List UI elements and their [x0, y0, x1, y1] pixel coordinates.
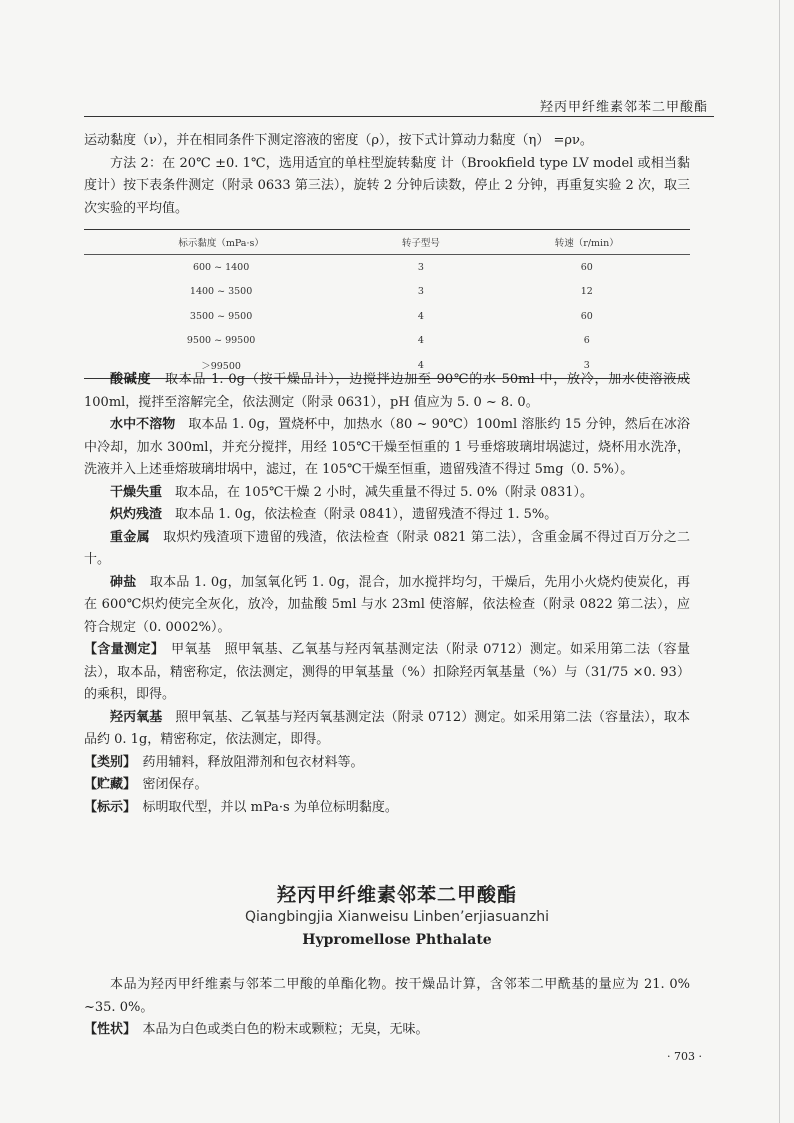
- table-cell: 3: [417, 286, 424, 298]
- table-cell: 4: [417, 310, 424, 322]
- monograph-title-chinese: 羟丙甲纤维素邻苯二甲酸酯: [276, 884, 517, 906]
- section-text: 取本品 1. 0g（按干燥品计），边搅拌边加至 90℃的水 50ml 中，放冷，加水使溶液成 100ml，搅拌至溶解完全，依法测定（附录 0631），pH 值应为 5. 0 ~ 8. 0。: [84, 372, 690, 410]
- table-cell: 60: [580, 310, 593, 322]
- running-header: 羟丙甲纤维素邻苯二甲酸酯: [539, 100, 708, 115]
- section-keyword: 水中不溶物: [110, 417, 176, 432]
- section-heavy-metals: [84, 527, 690, 572]
- section-keyword: 砷盐: [110, 574, 137, 590]
- section-text: 取本品，在 105℃干燥 2 小时，减失重量不得过 5. 0%（附录 0831）。: [162, 484, 594, 500]
- section-text: 取本品 1. 0g，置烧杯中，加热水（80 ~ 90℃）100ml 溶胀约 15 分钟，然后在冰浴中冷却，加水 300ml，并充分搅拌，用经 105℃干燥至恒重的 1 号垂熔玻璃坩埚滤过，烧杯用水洗净，洗液并入上述垂熔玻璃坩埚中，滤过，在 105℃干燥至恒重，遗留残渣不得过 5mg（0. 5%）。: [84, 417, 690, 477]
- section-text: 照甲氧基、乙氧基与羟丙氧基测定法（附录 0712）测定。如采用第二法（容量法），取本品约 0. 1g，精密称定，依法测定，即得。: [84, 709, 690, 747]
- table-cell: 4: [417, 335, 424, 347]
- section-text: 取本品 1. 0g，加氢氧化钙 1. 0g，混合，加水搅拌均匀，干燥后，先用小火烧灼使炭化，再在 600℃炽灼使完全灰化，放冷，加盐酸 5ml 与水 23ml 使溶解，依法检查（附录 0822 第二法），应符合规定（0. 0002%）。: [84, 574, 690, 635]
- table-header-cell: 转子型号: [358, 230, 483, 255]
- table-header-cell: 转速（r/min）: [484, 230, 690, 255]
- monograph-title-pinyin: Qiangbingjia Xianweisu Linben’erjiasuanzhi: [245, 909, 549, 925]
- monograph-block: [84, 974, 690, 1042]
- section-arsenic: [84, 572, 690, 640]
- section-character: [84, 1019, 690, 1042]
- section-text: 甲氧基 照甲氧基、乙氧基与羟丙氧基测定法（附录 0712）测定。如采用第二法（容量法），取本品，精密称定，依法测定，测得的甲氧基量（%）扣除羟丙氧基量（%）与（31/75 ×0. 93）的乘积，即得。: [84, 642, 690, 702]
- table-cell: 6: [583, 335, 590, 347]
- table-cell: 3: [484, 353, 690, 378]
- table-row: [84, 280, 690, 305]
- table-header-row: [84, 230, 690, 255]
- section-hydroxypropoxy: [84, 707, 690, 752]
- section-loss-on-drying: [84, 482, 690, 505]
- section-keyword: 羟丙氧基: [110, 709, 163, 725]
- tests-block: [84, 369, 690, 819]
- section-water-insoluble: [84, 414, 690, 482]
- section-acidity: [84, 369, 690, 414]
- table-cell: 1400 ~ 3500: [189, 286, 253, 298]
- table-row: [84, 329, 690, 354]
- section-keyword: 酸碱度: [110, 372, 152, 387]
- section-text: 本品为白色或类白色的粉末或颗粒；无臭，无味。: [129, 1022, 429, 1037]
- header-rule: [84, 116, 714, 117]
- table-cell: 60: [580, 261, 593, 273]
- section-text: 标明取代型，并以 mPa·s 为单位标明黏度。: [129, 799, 398, 815]
- viscosity-table: [84, 229, 690, 379]
- table-row: [84, 304, 690, 329]
- section-text: 密闭保存。: [129, 777, 208, 792]
- section-text: 取炽灼残渣项下遗留的残渣，依法检查（附录 0821 第二法），含重金属不得过百万分之二十。: [84, 529, 690, 567]
- table-cell: 3: [417, 261, 424, 273]
- intro-line: 运动黏度（ν），并在相同条件下测定溶液的密度（ρ），按下式计算动力黏度（η） =ρν。: [84, 133, 593, 148]
- method-2-paragraph: 方法 2：在 20℃ ±0. 1℃，选用适宜的单柱型旋转黏度 计（Brookfield type LV model 或相当黏度计）按下表条件测定（附录 0633 第三法），旋转 2 分钟后读数，停止 2 分钟，再重复实验 2 次，取三次实验的平均值。: [84, 155, 690, 216]
- table-cell: ＞99500: [84, 353, 358, 378]
- section-keyword: 【性状】: [84, 1022, 130, 1037]
- intro-block: [84, 130, 690, 220]
- section-labeling: [84, 797, 690, 820]
- table-header-cell: 标示黏度（mPa·s）: [84, 230, 358, 255]
- table-cell: 4: [358, 353, 483, 378]
- section-storage: [84, 774, 690, 797]
- section-keyword: 炽灼残渣: [110, 507, 163, 522]
- section-keyword: 干燥失重: [110, 484, 163, 500]
- table-cell: 12: [580, 286, 593, 298]
- page-number: · 703 ·: [667, 1050, 702, 1063]
- section-text: 取本品 1. 0g，依法检查（附录 0841），遗留残渣不得过 1. 5%。: [162, 507, 558, 522]
- section-keyword: 【标示】: [84, 799, 130, 815]
- section-residue-on-ignition: [84, 504, 690, 527]
- section-assay: [84, 639, 690, 707]
- monograph-description: 本品为羟丙甲纤维素与邻苯二甲酸的单酯化物。按干燥品计算，含邻苯二甲酰基的量应为 21. 0% ~35. 0%。: [84, 977, 690, 1015]
- section-category: [84, 752, 690, 775]
- table-cell: 600 ~ 1400: [192, 261, 250, 273]
- section-text: 药用辅料，释放阻滞剂和包衣材料等。: [129, 754, 364, 770]
- section-keyword: 重金属: [110, 529, 150, 545]
- section-keyword: 【类别】: [84, 754, 130, 770]
- section-keyword: 【贮藏】: [84, 777, 130, 792]
- table-cell: 3500 ~ 9500: [189, 310, 253, 322]
- page-edge-line: [779, 0, 780, 1123]
- section-keyword: 【含量测定】: [84, 642, 158, 657]
- table-row: [84, 255, 690, 280]
- table-cell: 9500 ~ 99500: [186, 335, 256, 347]
- monograph-title-english: Hypromellose Phthalate: [302, 932, 492, 948]
